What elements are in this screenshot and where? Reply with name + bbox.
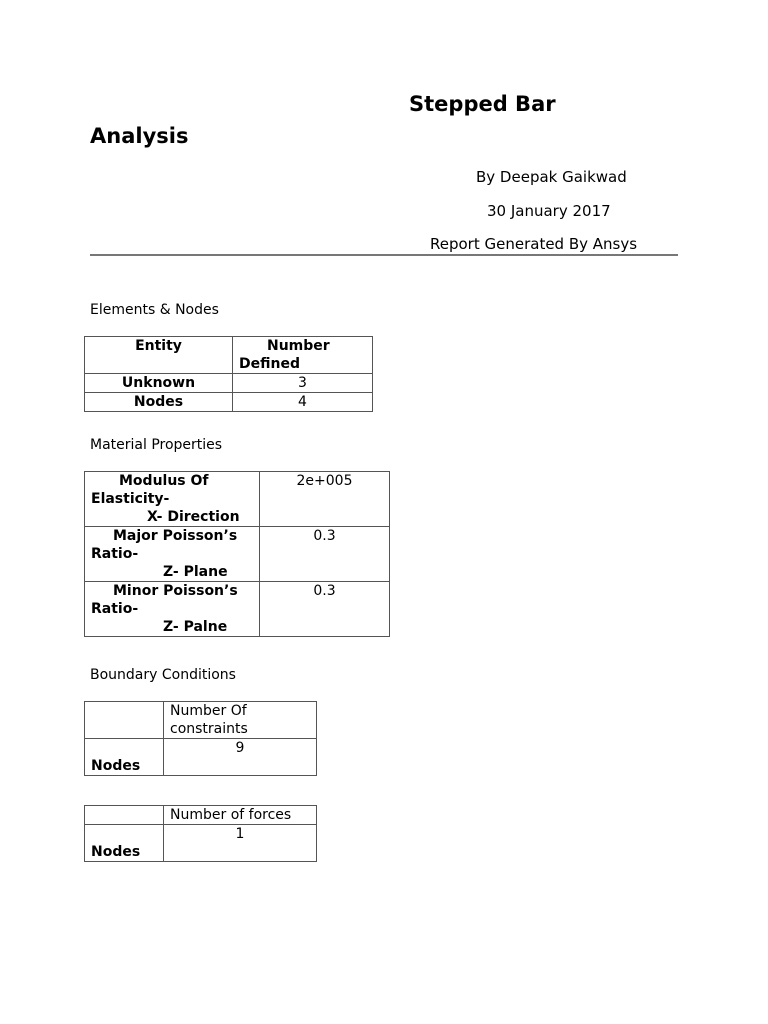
- entity-cell: Nodes: [85, 393, 233, 412]
- header-constraints-line2: constraints: [170, 721, 248, 737]
- property-line3: X- Direction: [147, 509, 240, 525]
- empty-header-cell: [85, 702, 164, 739]
- header-divider: [90, 254, 678, 256]
- report-generated-by: Report Generated By Ansys: [430, 235, 638, 253]
- table-row: [85, 472, 390, 527]
- property-value: 2e+005: [260, 472, 390, 527]
- property-value: 0.3: [260, 527, 390, 582]
- table-row: [85, 582, 390, 637]
- property-line1: Major Poisson’s: [113, 528, 238, 544]
- report-date: 30 January 2017: [487, 202, 611, 220]
- entity-cell: Unknown: [85, 374, 233, 393]
- property-line1: Modulus Of: [119, 473, 209, 489]
- value-cell: 4: [233, 393, 373, 412]
- table-row: [85, 393, 373, 412]
- table-header-row: [85, 702, 317, 739]
- constraints-value: 9: [164, 739, 317, 776]
- table-row: [85, 527, 390, 582]
- header-number-line2: Defined: [239, 356, 300, 372]
- forces-table: [84, 805, 317, 862]
- property-line2: Ratio-: [91, 601, 139, 617]
- empty-header-cell: [85, 806, 164, 825]
- header-number-defined: [233, 337, 373, 374]
- report-title-line1: Stepped Bar: [409, 92, 556, 116]
- header-constraints-line1: Number Of: [170, 703, 247, 719]
- table-header-row: [85, 806, 317, 825]
- report-author: By Deepak Gaikwad: [476, 168, 627, 186]
- property-value: 0.3: [260, 582, 390, 637]
- property-line1: Minor Poisson’s: [113, 583, 238, 599]
- section-heading-boundary: Boundary Conditions: [90, 667, 236, 683]
- property-line3: Z- Palne: [163, 619, 228, 635]
- table-row: [85, 739, 317, 776]
- elements-nodes-table: [84, 336, 373, 412]
- property-line3: Z- Plane: [163, 564, 228, 580]
- material-properties-table: [84, 471, 390, 637]
- property-cell: [85, 582, 260, 637]
- row-label-nodes: Nodes: [85, 739, 164, 776]
- row-label-nodes: Nodes: [85, 825, 164, 862]
- report-title-line2: Analysis: [90, 124, 189, 148]
- table-row: [85, 374, 373, 393]
- value-cell: 3: [233, 374, 373, 393]
- header-forces: Number of forces: [164, 806, 317, 825]
- constraints-table: [84, 701, 317, 776]
- forces-value: 1: [164, 825, 317, 862]
- property-cell: [85, 472, 260, 527]
- property-line2: Ratio-: [91, 546, 139, 562]
- header-number-line1: Number: [267, 338, 330, 354]
- section-heading-material: Material Properties: [90, 437, 223, 453]
- table-row: [85, 825, 317, 862]
- table-header-row: [85, 337, 373, 374]
- header-entity: Entity: [85, 337, 233, 374]
- property-line2: Elasticity-: [91, 491, 170, 507]
- property-cell: [85, 527, 260, 582]
- section-heading-elements-nodes: Elements & Nodes: [90, 302, 219, 318]
- header-constraints: [164, 702, 317, 739]
